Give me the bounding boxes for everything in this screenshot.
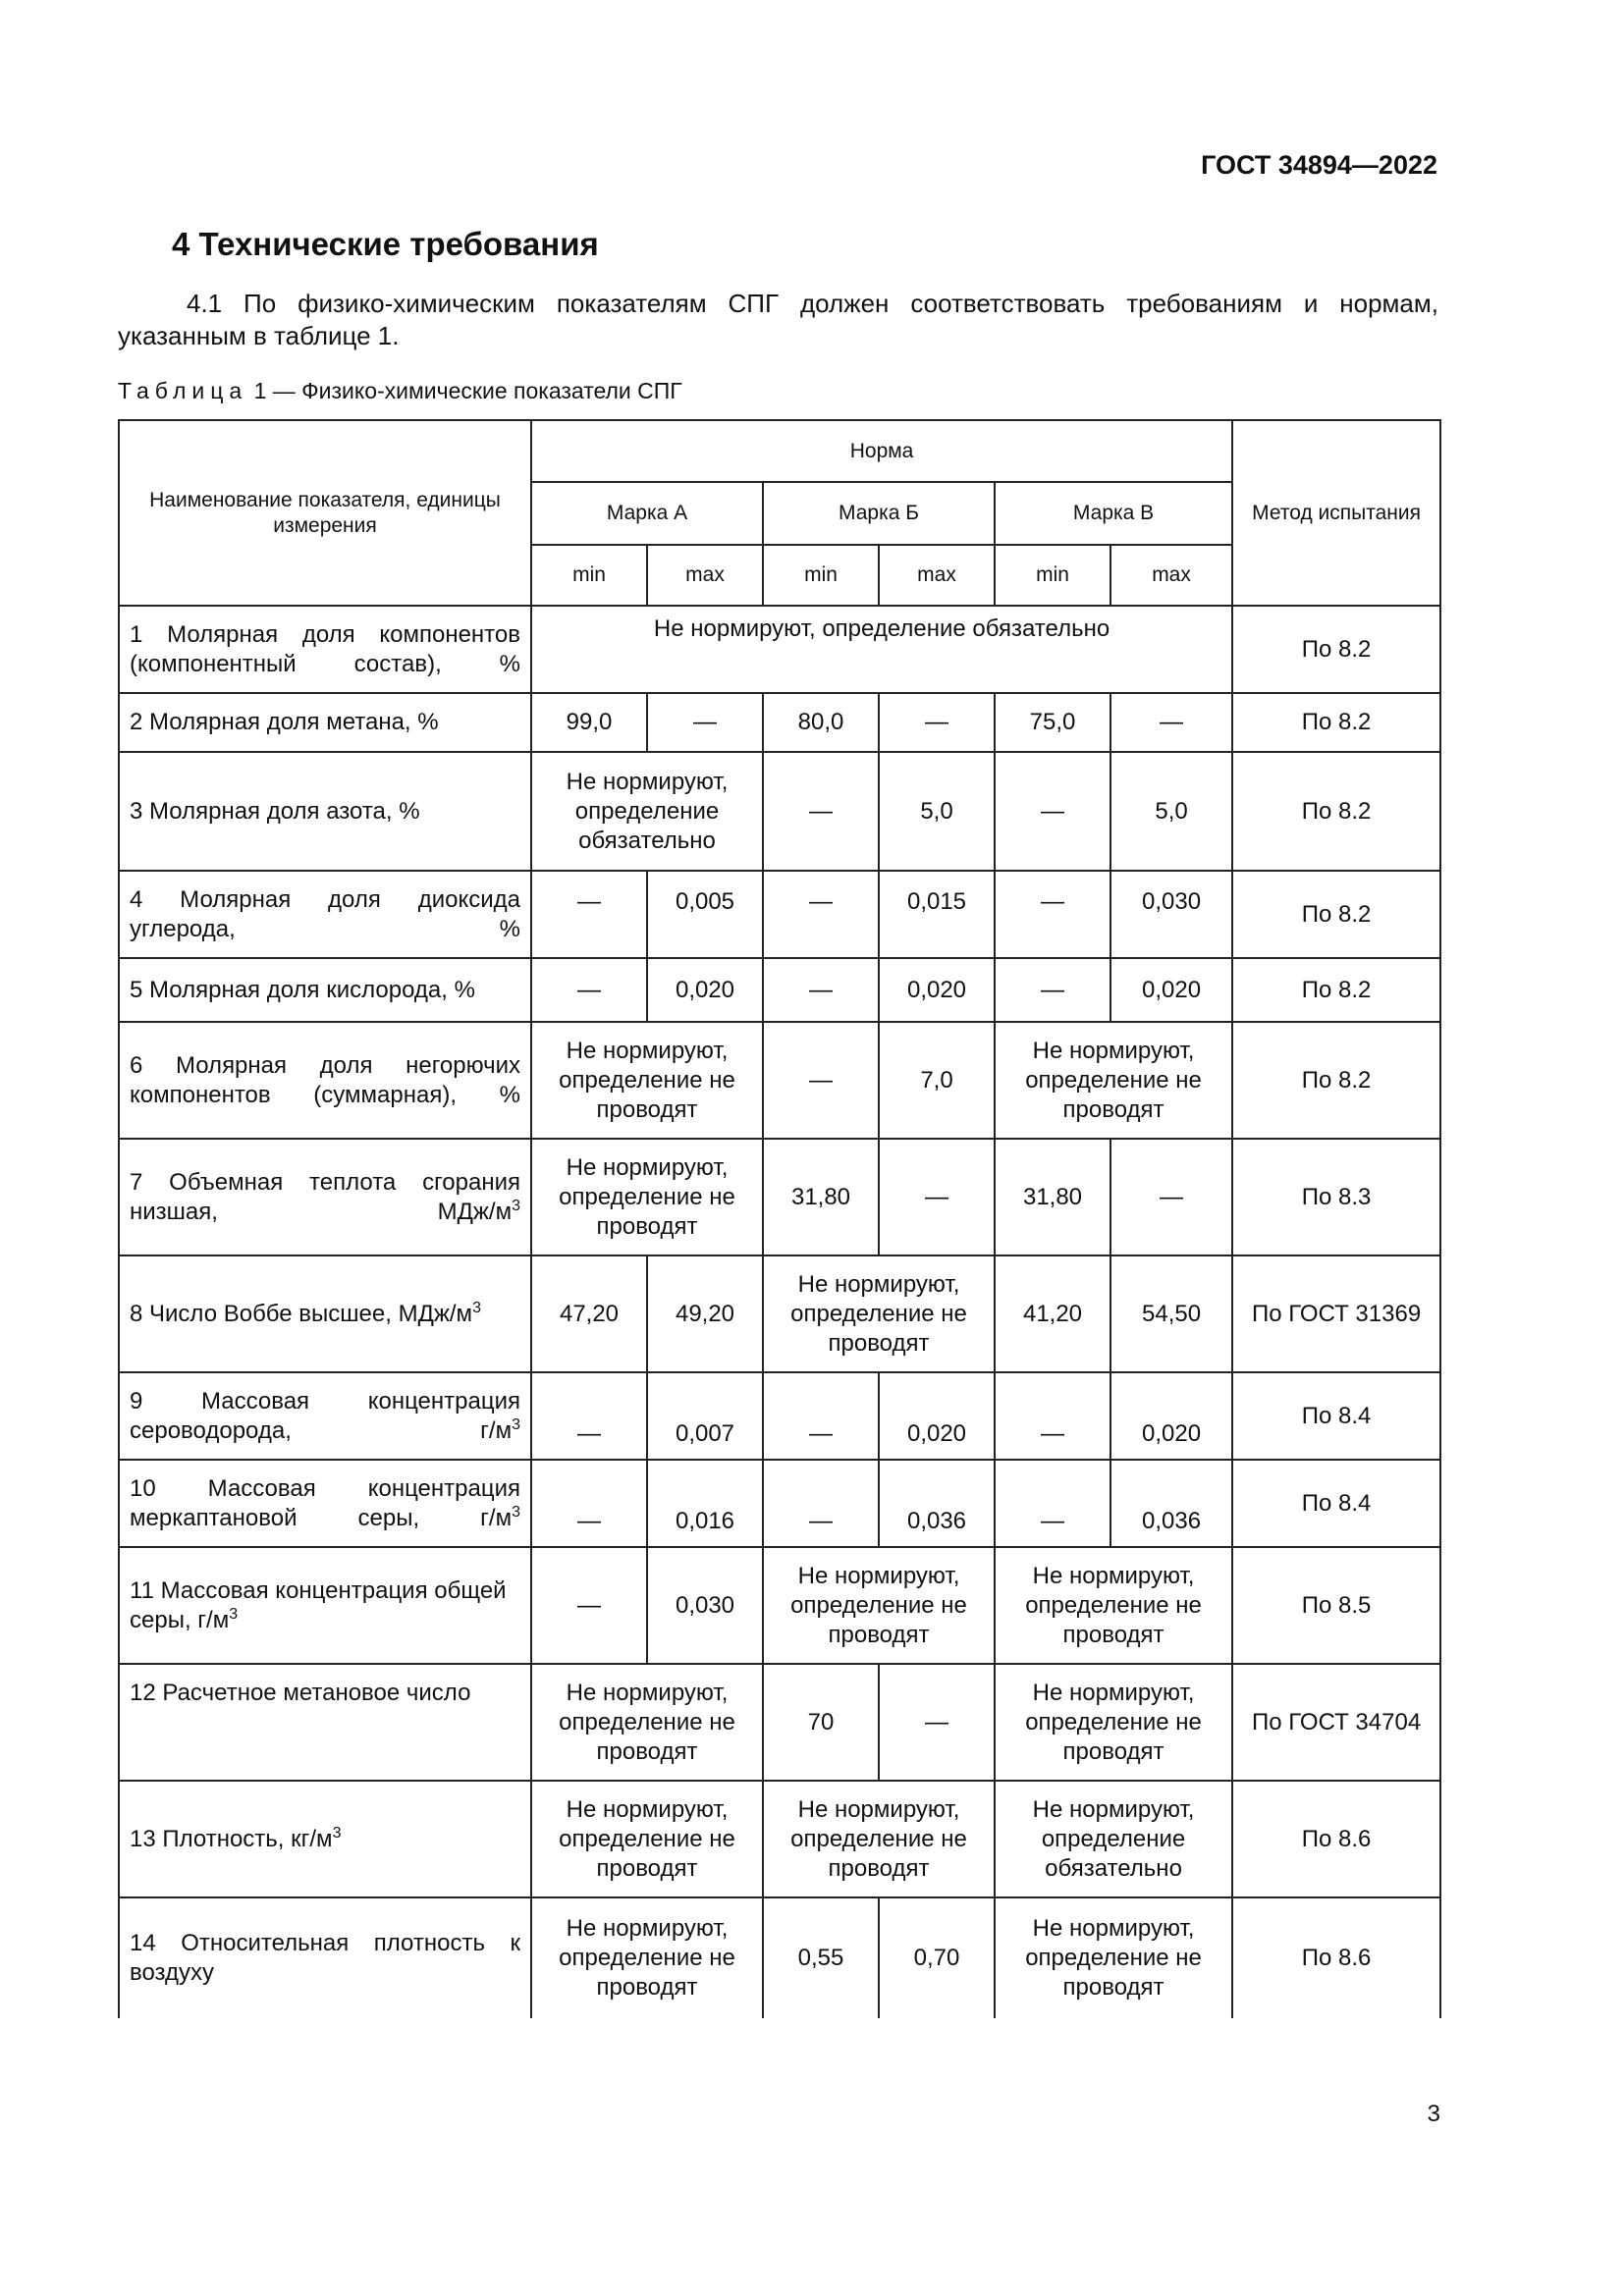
cell-c-min: —	[995, 752, 1110, 871]
col-header-max: max	[1110, 545, 1232, 606]
cell-a-max: 0,016	[647, 1460, 763, 1547]
cell-b-span: Не нормируют, определение не проводят	[763, 1255, 995, 1372]
cell-b-max: 0,015	[879, 871, 995, 958]
superscript: 3	[229, 1605, 239, 1623]
cell-b-max: —	[879, 1664, 995, 1781]
properties-table	[118, 419, 1441, 2018]
cell-b-min: 0,55	[763, 1897, 879, 2018]
cell-b-min: 70	[763, 1664, 879, 1781]
superscript: 3	[512, 1197, 520, 1214]
cell-b-max: 0,036	[879, 1460, 995, 1547]
table-row	[119, 1460, 1440, 1547]
cell-b-max: 0,020	[879, 1372, 995, 1460]
cell-c-span: Не нормируют, определение не проводят	[995, 1664, 1232, 1781]
row-name-text: 13 Плотность, кг/м	[130, 1825, 333, 1852]
col-header-name: Наименование показателя, единицы измерения	[119, 420, 531, 606]
col-header-grade-c: Марка В	[995, 482, 1232, 545]
cell-c-max: 0,020	[1110, 958, 1232, 1022]
table-row	[119, 958, 1440, 1022]
cell-c-span: Не нормируют, определение не проводят	[995, 1022, 1232, 1139]
cell-b-min: 80,0	[763, 693, 879, 752]
table-row	[119, 1372, 1440, 1460]
cell-b-max: 0,70	[879, 1897, 995, 2018]
cell-method: По 8.2	[1232, 1022, 1440, 1139]
cell-method: По 8.2	[1232, 693, 1440, 752]
row-name: 5 Молярная доля кислорода, %	[119, 958, 531, 1022]
cell-c-min: —	[995, 958, 1110, 1022]
document-id: ГОСТ 34894—2022	[1201, 150, 1437, 180]
table-row	[119, 1255, 1440, 1372]
col-header-max: max	[879, 545, 995, 606]
cell-c-span: Не нормируют, определение обязательно	[995, 1781, 1232, 1897]
cell-c-min: —	[995, 1460, 1110, 1547]
caption-label: Таблица	[118, 378, 248, 403]
col-header-norm: Норма	[531, 420, 1232, 482]
cell-b-max: —	[879, 693, 995, 752]
row-name: 14 Относительная плотность к воздуху	[119, 1897, 531, 2018]
row-name	[119, 1547, 531, 1664]
cell-c-span: Не нормируют, определение не проводят	[995, 1547, 1232, 1664]
superscript: 3	[332, 1824, 342, 1842]
cell-a-min: —	[531, 1372, 647, 1460]
cell-method: По 8.4	[1232, 1460, 1440, 1547]
cell-method: По 8.5	[1232, 1547, 1440, 1664]
cell-method: По 8.3	[1232, 1139, 1440, 1255]
cell-c-max: —	[1110, 693, 1232, 752]
cell-c-max: 5,0	[1110, 752, 1232, 871]
caption-text: 1 — Физико-химические показатели СПГ	[247, 378, 682, 403]
cell-c-min: —	[995, 1372, 1110, 1460]
cell-method: По 8.4	[1232, 1372, 1440, 1460]
cell-a-span: Не нормируют, определение не проводят	[531, 1022, 763, 1139]
cell-b-max: 5,0	[879, 752, 995, 871]
superscript: 3	[512, 1503, 520, 1521]
cell-c-min: 75,0	[995, 693, 1110, 752]
cell-method: По ГОСТ 31369	[1232, 1255, 1440, 1372]
col-header-min: min	[763, 545, 879, 606]
cell-b-min: —	[763, 958, 879, 1022]
col-header-min: min	[531, 545, 647, 606]
cell-method: По 8.2	[1232, 606, 1440, 693]
cell-c-min: —	[995, 871, 1110, 958]
paragraph-4-1: 4.1 По физико-химическим показателям СПГ должен соответствовать требованиям и нормам, указанным в таблице 1.	[118, 289, 1438, 350]
row-name-text: 9 Массовая концентрация сероводорода, г/м	[130, 1387, 520, 1444]
cell-b-max: 7,0	[879, 1022, 995, 1139]
table-row	[119, 1547, 1440, 1664]
superscript: 3	[512, 1415, 520, 1433]
cell-c-min: 41,20	[995, 1255, 1110, 1372]
col-header-max: max	[647, 545, 763, 606]
table-row	[119, 1664, 1440, 1781]
cell-b-min: —	[763, 1372, 879, 1460]
cell-a-max: 0,005	[647, 871, 763, 958]
cell-a-span: Не нормируют, определение не проводят	[531, 1897, 763, 2018]
cell-method: По 8.6	[1232, 1897, 1440, 2018]
row-name-text: 7 Объемная теплота сгорания низшая, МДж/м	[130, 1168, 520, 1225]
cell-a-span: Не нормируют, определение не проводят	[531, 1781, 763, 1897]
cell-a-span: Не нормируют, определение не проводят	[531, 1664, 763, 1781]
cell-c-max: 0,030	[1110, 871, 1232, 958]
cell-b-min: —	[763, 871, 879, 958]
cell-a-min: 99,0	[531, 693, 647, 752]
cell-b-span: Не нормируют, определение не проводят	[763, 1547, 995, 1664]
table-row	[119, 1781, 1440, 1897]
row-name-text: 11 Массовая концентрация общей серы, г/м	[130, 1576, 507, 1633]
row-name: 2 Молярная доля метана, %	[119, 693, 531, 752]
row-name: 12 Расчетное метановое число	[119, 1664, 531, 1781]
row-name-text: 10 Массовая концентрация меркаптановой серы, г/м	[130, 1474, 520, 1531]
row-name	[119, 1372, 531, 1460]
cell-a-min: —	[531, 1547, 647, 1664]
cell-c-max: 54,50	[1110, 1255, 1232, 1372]
row-name	[119, 1781, 531, 1897]
cell-c-min: 31,80	[995, 1139, 1110, 1255]
cell-method: По ГОСТ 34704	[1232, 1664, 1440, 1781]
cell-a-max: 49,20	[647, 1255, 763, 1372]
table-row	[119, 606, 1440, 693]
superscript: 3	[472, 1299, 481, 1316]
row-name	[119, 1139, 531, 1255]
cell-b-min: —	[763, 752, 879, 871]
cell-b-min: —	[763, 1022, 879, 1139]
cell-b-max: —	[879, 1139, 995, 1255]
table-row	[119, 693, 1440, 752]
cell-a-max: 0,007	[647, 1372, 763, 1460]
cell-b-min: —	[763, 1460, 879, 1547]
cell-a-span: Не нормируют, определение не проводят	[531, 1139, 763, 1255]
col-header-grade-b: Марка Б	[763, 482, 995, 545]
col-header-grade-a: Марка А	[531, 482, 763, 545]
table-row	[119, 1022, 1440, 1139]
cell-a-max: 0,020	[647, 958, 763, 1022]
cell-a-min: 47,20	[531, 1255, 647, 1372]
cell-c-max: —	[1110, 1139, 1232, 1255]
cell-b-max: 0,020	[879, 958, 995, 1022]
row-name: 3 Молярная доля азота, %	[119, 752, 531, 871]
cell-c-max: 0,020	[1110, 1372, 1232, 1460]
row-name	[119, 1255, 531, 1372]
cell-method: По 8.2	[1232, 752, 1440, 871]
col-header-method: Метод испытания	[1232, 420, 1440, 606]
cell-a-span: Не нормируют, определение обязательно	[531, 752, 763, 871]
row-name-text: 8 Число Воббе высшее, МДж/м	[130, 1300, 473, 1327]
row-name: 4 Молярная доля диоксида углерода, %	[119, 871, 531, 958]
row-name	[119, 1460, 531, 1547]
section-title: 4 Технические требования	[172, 226, 599, 262]
cell-c-max: 0,036	[1110, 1460, 1232, 1547]
col-header-min: min	[995, 545, 1110, 606]
row-name: 1 Молярная доля компонентов (компонентный состав), %	[119, 606, 531, 693]
table-row	[119, 752, 1440, 871]
row-name: 6 Молярная доля негорючих компонентов (суммарная), %	[119, 1022, 531, 1139]
cell-method: По 8.2	[1232, 958, 1440, 1022]
table-row	[119, 871, 1440, 958]
table-caption	[118, 378, 682, 404]
cell-b-min: 31,80	[763, 1139, 879, 1255]
table-row	[119, 1139, 1440, 1255]
cell-method: По 8.6	[1232, 1781, 1440, 1897]
table-row	[119, 1897, 1440, 2018]
cell-a-max: —	[647, 693, 763, 752]
cell-c-span: Не нормируют, определение не проводят	[995, 1897, 1232, 2018]
cell-method: По 8.2	[1232, 871, 1440, 958]
cell-span: Не нормируют, определение обязательно	[531, 606, 1232, 693]
cell-a-min: —	[531, 958, 647, 1022]
cell-a-max: 0,030	[647, 1547, 763, 1664]
cell-a-min: —	[531, 871, 647, 958]
page-number: 3	[1427, 2101, 1440, 2127]
cell-a-min: —	[531, 1460, 647, 1547]
cell-b-span: Не нормируют, определение не проводят	[763, 1781, 995, 1897]
